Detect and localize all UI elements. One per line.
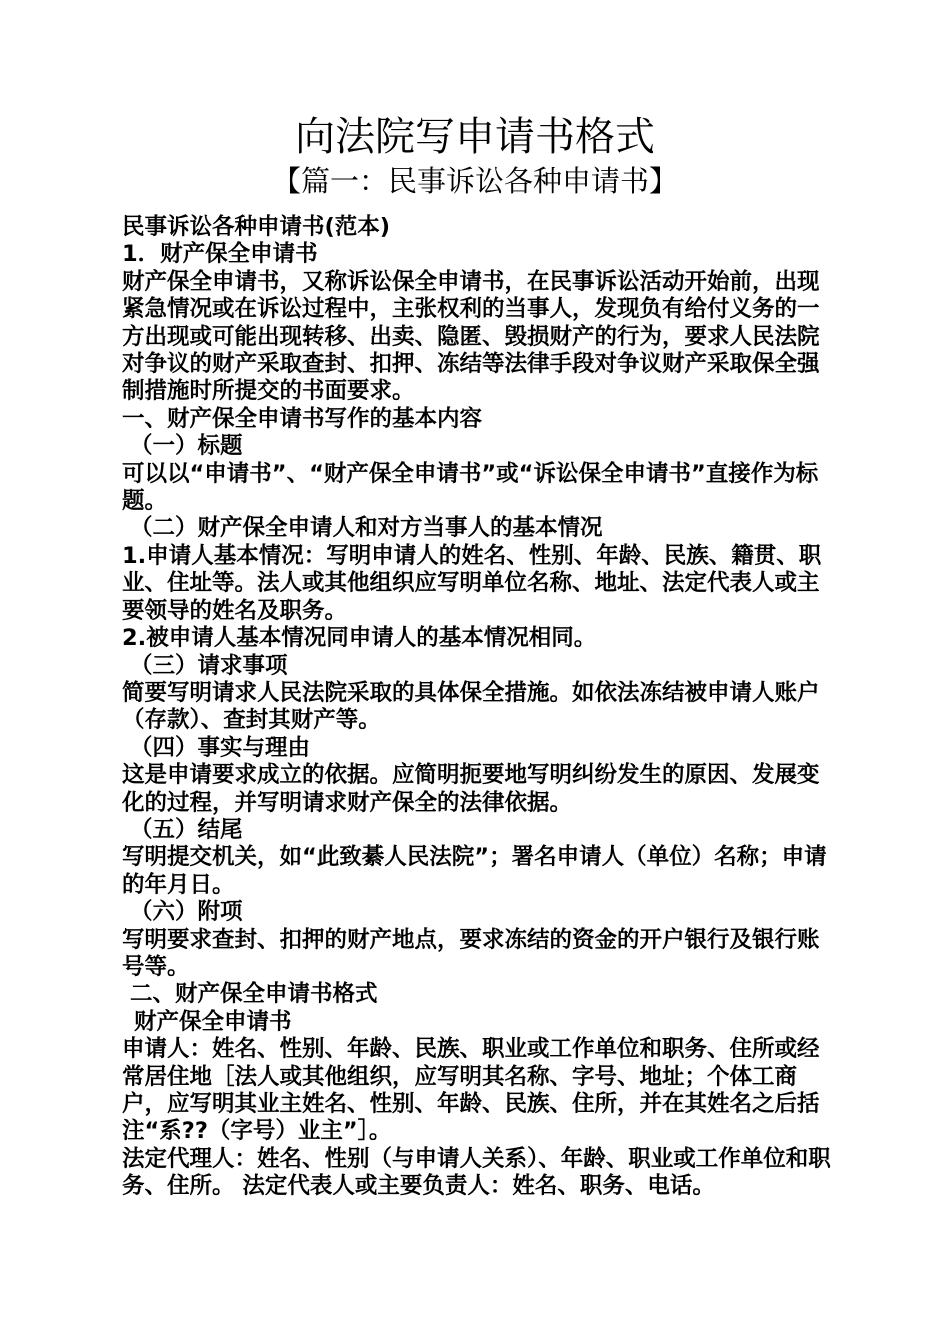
paragraph: 申请人：姓名、性别、年龄、民族、职业或工作单位和职务、住所或经常居住地［法人或其他组织，应写明其名称、字号、地址；个体工商户，应写明其业主姓名、性别、年龄、民族、住所，并在其姓名之后括注“系??（字号）业主”］。 [122,1036,820,1145]
paragraph: （四）事实与理由 [130,734,311,761]
document-title: 向法院写申请书格式 [295,114,655,160]
paragraph: 写明要求查封、扣押的财产地点，要求冻结的资金的开户银行及银行账号等。 [122,926,820,980]
paragraph: （二）财产保全申请人和对方当事人的基本情况 [130,515,603,542]
paragraph: 民事诉讼各种申请书(范本) [122,214,391,240]
paragraph: 1．财产保全申请书 [122,241,318,268]
paragraph: 写明提交机关，如“此致綦人民法院”；署名申请人（单位）名称；申请的年月日。 [122,844,827,898]
paragraph: 1.申请人基本情况：写明申请人的姓名、性别、年龄、民族、籍贯、职业、住址等。法人或其他组织应写明单位名称、地址、法定代表人或主要领导的姓名及职务。 [122,542,822,624]
document-subtitle: 【篇一：民事诉讼各种申请书】 [271,164,678,198]
paragraph: 2.被申请人基本情况同申请人的基本情况相同。 [122,625,597,652]
paragraph: 财产保全申请书，又称诉讼保全申请书，在民事诉讼活动开始前，出现紧急情况或在诉讼过程中，主张权利的当事人，发现负有给付义务的一方出现或可能出现转移、出卖、隐匿、毁损财产的行为，要求人民法院对争议的财产采取查封、扣押、冻结等法律手段对争议财产采取保全强制措施时所提交的书面要求。 [122,268,820,405]
paragraph: （六）附项 [130,899,243,926]
paragraph: 简要写明请求人民法院采取的具体保全措施。如依法冻结被申请人账户（存款）、查封其财产等。 [122,679,820,734]
document-body [116,214,836,1201]
paragraph: 一、财产保全申请书写作的基本内容 [122,405,483,432]
paragraph: 可以以“申请书”、“财产保全申请书”或“诉讼保全申请书”直接作为标题。 [122,460,819,515]
paragraph: （一）标题 [130,433,243,460]
paragraph: （三）请求事项 [130,652,288,679]
paragraph: 二、财产保全申请书格式 [130,981,378,1008]
paragraph: 财产保全申请书 [134,1008,292,1035]
paragraph: 法定代理人：姓名、性别（与申请人关系）、年龄、职业或工作单位和职务、住所。 法定代表人或主要负责人：姓名、职务、电话。 [122,1145,831,1200]
paragraph: （五）结尾 [130,816,243,843]
paragraph: 这是申请要求成立的依据。应简明扼要地写明纠纷发生的原因、发展变化的过程，并写明请求财产保全的法律依据。 [122,762,820,816]
